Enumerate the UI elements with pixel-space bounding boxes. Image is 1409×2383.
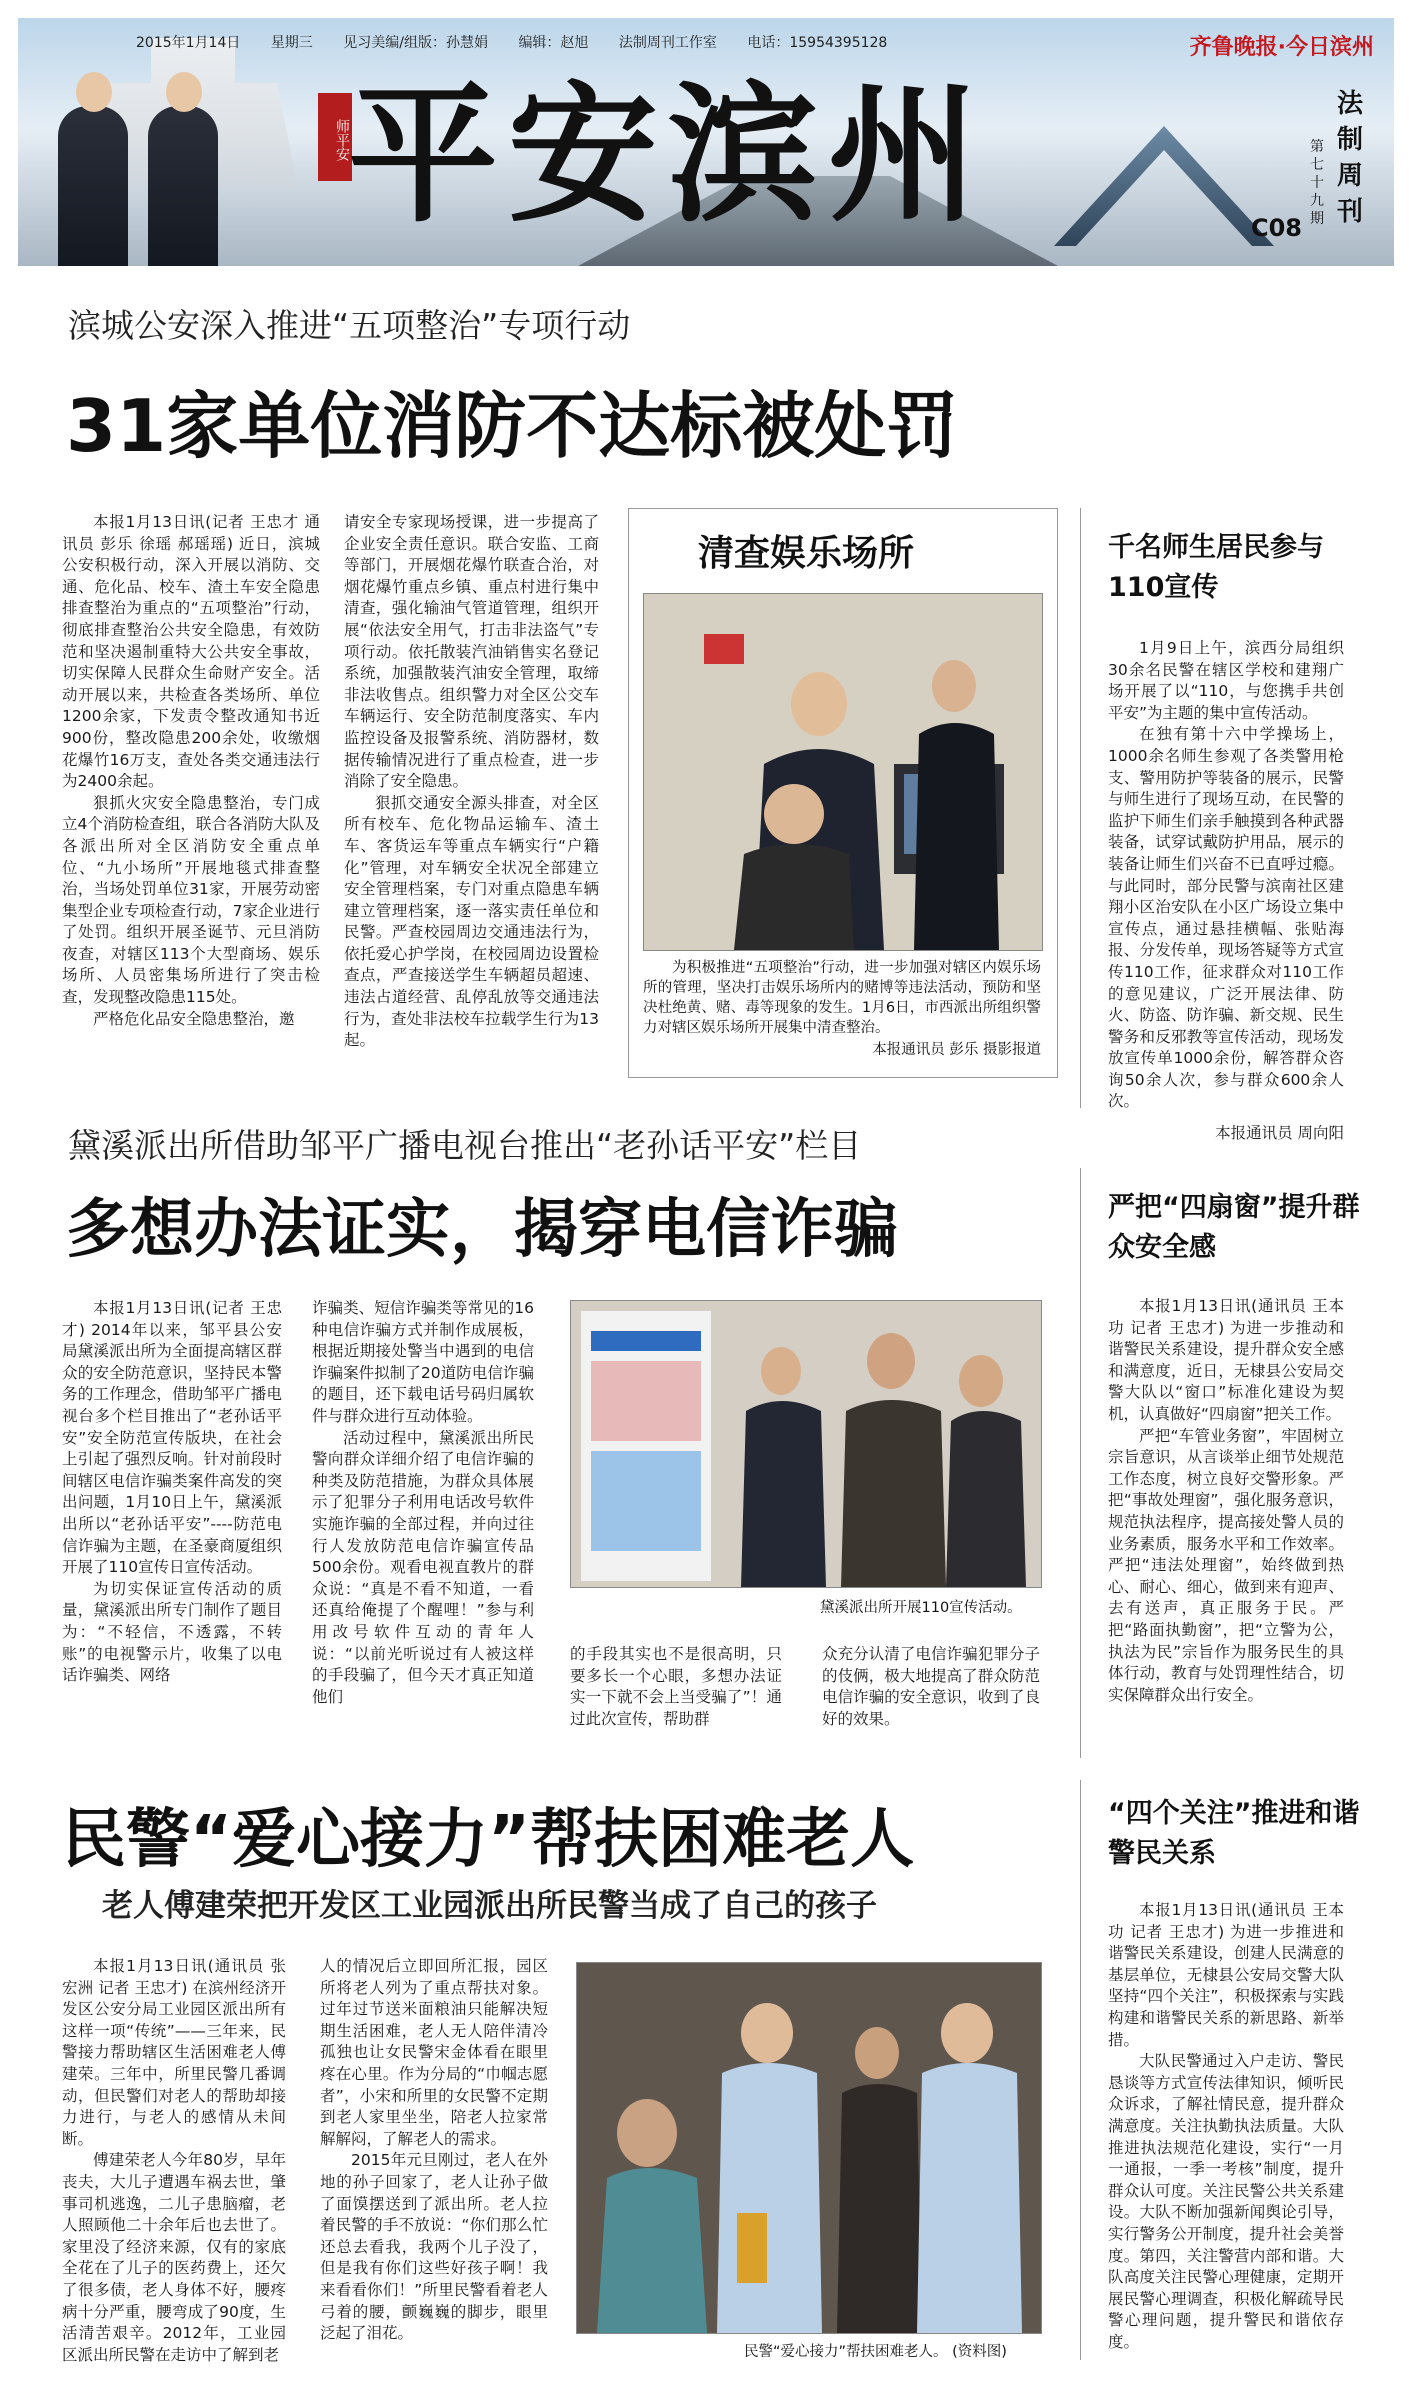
paragraph: 本报1月13日讯(通讯员 王本功 记者 王忠才) 为进一步推进和谐警民关系建设，创建人民满意的基层单位，无棣县公安局交警大队坚持“四个关注”，积极探索与实践构建和谐警民关系的新思路、新举措。 xyxy=(1108,1901,1344,2049)
article3-col2 xyxy=(320,1956,548,2345)
article3-col1 xyxy=(62,1956,286,2366)
side2-title: 严把“四扇窗”提升群众安全感 xyxy=(1108,1192,1360,1263)
paragraph: 严格危化品安全隐患整治，邀 xyxy=(93,1009,295,1028)
paragraph: 狠抓交通安全源头排查，对全区所有校车、危化物品运输车、渣土车、客货运车等重点车辆实行“户籍化”管理，对车辆安全状况全部建立安全管理档案，专门对重点隐患车辆建立管理档案，逐一落实责任单位和民警。严查校园周边交通违法行为，依托爱心护学岗，在校园周边设置检查点，严查接送学生车辆超员超速、违法占道经营、乱停乱放等交通违法行为，查处非法校车拉载学生行为13起。 xyxy=(344,793,599,1050)
article1-headline: 31家单位消防不达标被处罚 xyxy=(66,384,959,468)
article2-col1 xyxy=(62,1298,282,1687)
paragraph: 本报1月13日讯(通讯员 王本功 记者 王忠才) 为进一步推动和谐警民关系建设，提升群众安全感和满意度，近日，无棣县公安局交警大队以“窗口”标准化建设为契机，认真做好“四扇窗”把关工作。 xyxy=(1108,1297,1344,1423)
article1-photo-caption: 为积极推进“五项整治”行动，进一步加强对辖区内娱乐场所的管理，坚决打击娱乐场所内的赌博等违法活动，预防和坚决杜绝黄、赌、毒等现象的发生。1月6日，市西派出所组织警力对辖区娱乐场所开展集中清查整治。 本报通讯员 彭乐 摄影报道 xyxy=(643,960,1041,1058)
paragraph: 为切实保证宣传活动的质量，黛溪派出所专门制作了题目为：“不轻信，不透露，不转账”的电视警示片，收集了以电话诈骗类、网络 xyxy=(62,1579,282,1685)
paragraph: 本报1月13日讯(记者 王忠才) 2014年以来，邹平县公安局黛溪派出所为全面提高辖区群众的安全防范意识，坚持民本警务的工作理念，借助邹平广播电视台多个栏目推出了“老孙话平安”安全防范宣传版块，在社会上引起了强烈反响。针对前段时间辖区电信诈骗类案件高发的突出问题，1月10日上午，黛溪派出所以“老孙话平安”----防范电信诈骗为主题，在圣豪商厦组织开展了110宣传日宣传活动。 xyxy=(62,1299,282,1577)
police-figure-2 xyxy=(148,106,218,266)
photo-box-border xyxy=(628,508,1058,1078)
column-rule xyxy=(1080,1780,1081,2360)
photo-credit: 本报通讯员 彭乐 摄影报道 xyxy=(872,1042,1041,1058)
paragraph: 请安全专家现场授课，进一步提高了企业安全责任意识。联合安监、工商等部门，开展烟花爆竹联查合治，对烟花爆竹重点乡镇、重点村进行集中清查，强化输油气管道管理，组织开展“依法安全用气，打击非法盗气”专项行动。依托散装汽油销售实名登记系统，加强散装汽油安全管理，取缔非法收售点。组织警力对全区公交车车辆运行、安全防范制度落实、车内监控设备及报警系统、消防器材，数据传输情况进行了重点检查，进一步消除了安全隐患。 xyxy=(344,513,599,791)
side3-body xyxy=(1108,1900,1344,2353)
article2-kicker: 黛溪派出所借助邹平广播电视台推出“老孙话平安”栏目 xyxy=(68,1126,862,1165)
page-number: C08 xyxy=(1250,214,1302,242)
police-figure-1 xyxy=(58,106,128,266)
side1-body xyxy=(1108,638,1344,1145)
paragraph: 傅建荣老人今年80岁，早年丧夫，大儿子遭遇车祸去世，肇事司机逃逸，二儿子患脑瘤，老人照顾他二十余年后也去世了。家里没了经济来源，仅有的家底全花在了儿子的医药费上，还欠了很多债，老人身体不好，腰疼病十分严重，腰弯成了90度，生活清苦艰辛。2012年，工业园区派出所民警在走访中了解到老 xyxy=(62,2151,286,2364)
paragraph: 的手段其实也不是很高明，只要多长一个心眼，多想办法证实一下就不会上当受骗了”！通过此次宣传，帮助群 xyxy=(570,1645,782,1728)
paragraph: 本报1月13日讯(通讯员 张宏洲 记者 王忠才) 在滨州经济开发区公安分局工业园区派出所有这样一项“传统”——三年来，民警接力帮助辖区生活困难老人傅建荣。三年中，所里民警几番调动，但民警们对老人的帮助却接力进行，与老人的感情从未间断。 xyxy=(62,1957,286,2148)
article1-col2 xyxy=(344,512,599,1052)
article1-kicker: 滨城公安深入推进“五项整治”专项行动 xyxy=(68,306,631,345)
office-phone: 电话：15954395128 xyxy=(747,35,888,51)
newspaper-name: 齐鲁晚报·今日滨州 xyxy=(1189,35,1374,60)
side1-credit: 本报通讯员 周向阳 xyxy=(1215,1124,1344,1143)
bridge-illustration xyxy=(1054,126,1274,246)
paragraph: 活动过程中，黛溪派出所民警向群众详细介绍了电信诈骗的种类及防范措施，为群众具体展示了犯罪分子利用电话改号软件实施诈骗的全部过程，并向过往行人发放防范电信诈骗宣传品500余份。观看电视直教片的群众说：“真是不看不知道，一看还真给俺提了个醒哩！”参与利用改号软件互动的青年人说：“以前光听说过有人被这样的手段骗了，但今天才真正知道他们 xyxy=(312,1428,534,1706)
masthead-meta xyxy=(136,32,913,52)
side1-title: 千名师生居民参与110宣传 xyxy=(1108,532,1324,603)
paragraph: 严把“车管业务窗”，牢固树立宗旨意识，从言谈举止细节处规范工作态度，树立良好交警形象。严把“事故处理窗”，强化服务意识，规范执法程序，提高接处警人员的业务素质，服务水平和工作效率。严把“违法处理窗”，始终做到热心、耐心、细心，做到来有迎声、去有送声，真正服务于民。严把“路面执勤窗”，把“立警为公，执法为民”宗旨作为服务民生的具体行动，教育与处罚理性结合，切实保障群众出行安全。 xyxy=(1108,1426,1344,1704)
article2-col4 xyxy=(822,1644,1040,1730)
article3-headline: 民警“爱心接力”帮扶困难老人 xyxy=(62,1803,915,1877)
paragraph: 人的情况后立即回所汇报，园区所将老人列为了重点帮扶对象。过年过节送米面粮油只能解决短期生活困难，老人无人陪伴清冷孤独也让女民警宋金体看在眼里疼在心里。作为分局的“巾帼志愿者”，小宋和所里的女民警不定期到老人家里坐坐，陪老人拉家常解解闷，了解老人的需求。 xyxy=(320,1957,548,2148)
article2-col3 xyxy=(570,1644,782,1730)
paragraph: 在独有第十六中学操场上，1000余名师生参观了各类警用枪支、警用防护等装备的展示，民警与师生进行了现场互动，在民警的监护下师生们亲手触摸到各种武器装备，试穿试戴防护用品，展示的装备让师生们兴奋不已直呼过瘾。与此同时，部分民警与滨南社区建翔小区治安队在小区广场设立集中宣传点，通过悬挂横幅、张贴海报、分发传单，现场答疑等方式宣传110工作，征求群众对110工作的意见建议，广泛开展法律、防火、防盗、防诈骗、新交规、民生警务和反邪教等宣传活动，现场发放宣传单1000余份，解答群众咨询50余人次，参与群众600余人次。 xyxy=(1108,725,1344,1111)
article2-headline: 多想办法证实，揭穿电信诈骗 xyxy=(66,1193,898,1267)
column-rule xyxy=(1080,508,1081,1108)
masthead xyxy=(18,18,1394,266)
article3-photo xyxy=(576,1962,1042,2334)
article2-photo xyxy=(570,1300,1042,1588)
campaign-scene-image xyxy=(571,1301,1041,1587)
article3-subhead: 老人傅建荣把开发区工业园派出所民警当成了自己的孩子 xyxy=(102,1888,877,1924)
issue-number: 第七十九期 xyxy=(1310,139,1324,227)
paragraph: 诈骗类、短信诈骗类等常见的16种电信诈骗方式并制作成展板，根据近期接处警当中遇到的电信诈骗案件拟制了20道防电信诈骗的题目，还下载电话号码归属软件与群众进行互动体验。 xyxy=(312,1299,534,1425)
paragraph: 大队民警通过入户走访、警民恳谈等方式宣传法律知识，倾听民众诉求，了解社情民意，提升群众满意度。关注执勤执法质量。大队推进执法规范化建设，实行“一月一通报，一季一考核”制度，提升群众认可度。关注民警公共关系建设。大队不断加强新闻舆论引导，实行警务公开制度，提升社会美誉度。第四，关注警营内部和谐。大队高度关注民警心理健康，定期开展民警心理调查，积极化解疏导民警心理问题，提升警民和谐依存度。 xyxy=(1108,2052,1344,2351)
issue-weekday: 星期三 xyxy=(270,35,313,51)
proof-credit: 编辑：赵旭 xyxy=(518,35,589,51)
weekly-label: 法制周刊 xyxy=(1336,89,1363,227)
paragraph: 狠抓火灾安全隐患整治，专门成立4个消防检查组，联合各消防大队及各派出所对全区消防安全重点单位、“九小场所”开展地毯式排查整治，当场处罚单位31家，开展劳动密集型企业专项检查行动，7家企业进行了处罚。组织开展圣诞节、元旦消防夜查，对辖区113个大型商场、娱乐场所、人员密集场所进行了突击检查，发现整改隐患115处。 xyxy=(62,793,320,1007)
article3-photo-caption: 民警“爱心接力”帮扶困难老人。 (资料图) xyxy=(744,2344,1007,2360)
article1-photo-title: 清查娱乐场所 xyxy=(698,533,915,574)
side3-title: “四个关注”推进和谐警民关系 xyxy=(1108,1798,1360,1869)
side2-body xyxy=(1108,1296,1344,1706)
article2-photo-caption: 黛溪派出所开展110宣传活动。 xyxy=(820,1600,1022,1616)
office-name: 法制周刊工作室 xyxy=(618,35,717,51)
paragraph: 众充分认清了电信诈骗犯罪分子的伎俩，极大地提高了群众防范电信诈骗的安全意识，收到了良好的效果。 xyxy=(822,1645,1040,1728)
article1-col1 xyxy=(62,512,320,1030)
page-title: 平安滨州 xyxy=(348,67,989,243)
issue-date: 2015年1月14日 xyxy=(136,35,241,51)
seal-stamp: 师平安 xyxy=(318,93,352,181)
paragraph: 本报1月13日讯(记者 王忠才 通讯员 彭乐 徐瑶 郝瑶瑶) 近日，滨城公安积极行动，深入开展以消防、交通、危化品、校车、渣土车安全隐患排查整治为重点的“五项整治”行动，彻底排查整治公共安全隐患，有效防范和坚决遏制重特大公共安全事故，切实保障人民群众生命财产安全。活动开展以来，共检查各类场所、单位1200余家，下发责令整改通知书近900份，整改隐患200余处，收缴烟花爆竹16万支，查处各类交通违法行为2400余起。 xyxy=(62,513,320,791)
paragraph: 2015年元旦刚过，老人在外地的孙子回家了，老人让孙子做了面馍摆送到了派出所。老人拉着民警的手不放说：“你们那么忙还总去看我，我两个儿子没了，但是我有你们这些好孩子啊！我来看看你们！”所里民警看着老人弓着的腰，颤巍巍的脚步，眼里泛起了泪花。 xyxy=(320,2151,548,2343)
editor-credit: 见习美编/组版：孙慧娟 xyxy=(343,35,488,51)
elder-visit-image xyxy=(577,1963,1041,2333)
column-rule xyxy=(1080,1168,1081,1758)
article2-col2 xyxy=(312,1298,534,1708)
paragraph: 1月9日上午，滨西分局组织30余名民警在辖区学校和建翔广场开展了以“110，与您携手共创平安”为主题的集中宣传活动。 xyxy=(1108,639,1344,722)
